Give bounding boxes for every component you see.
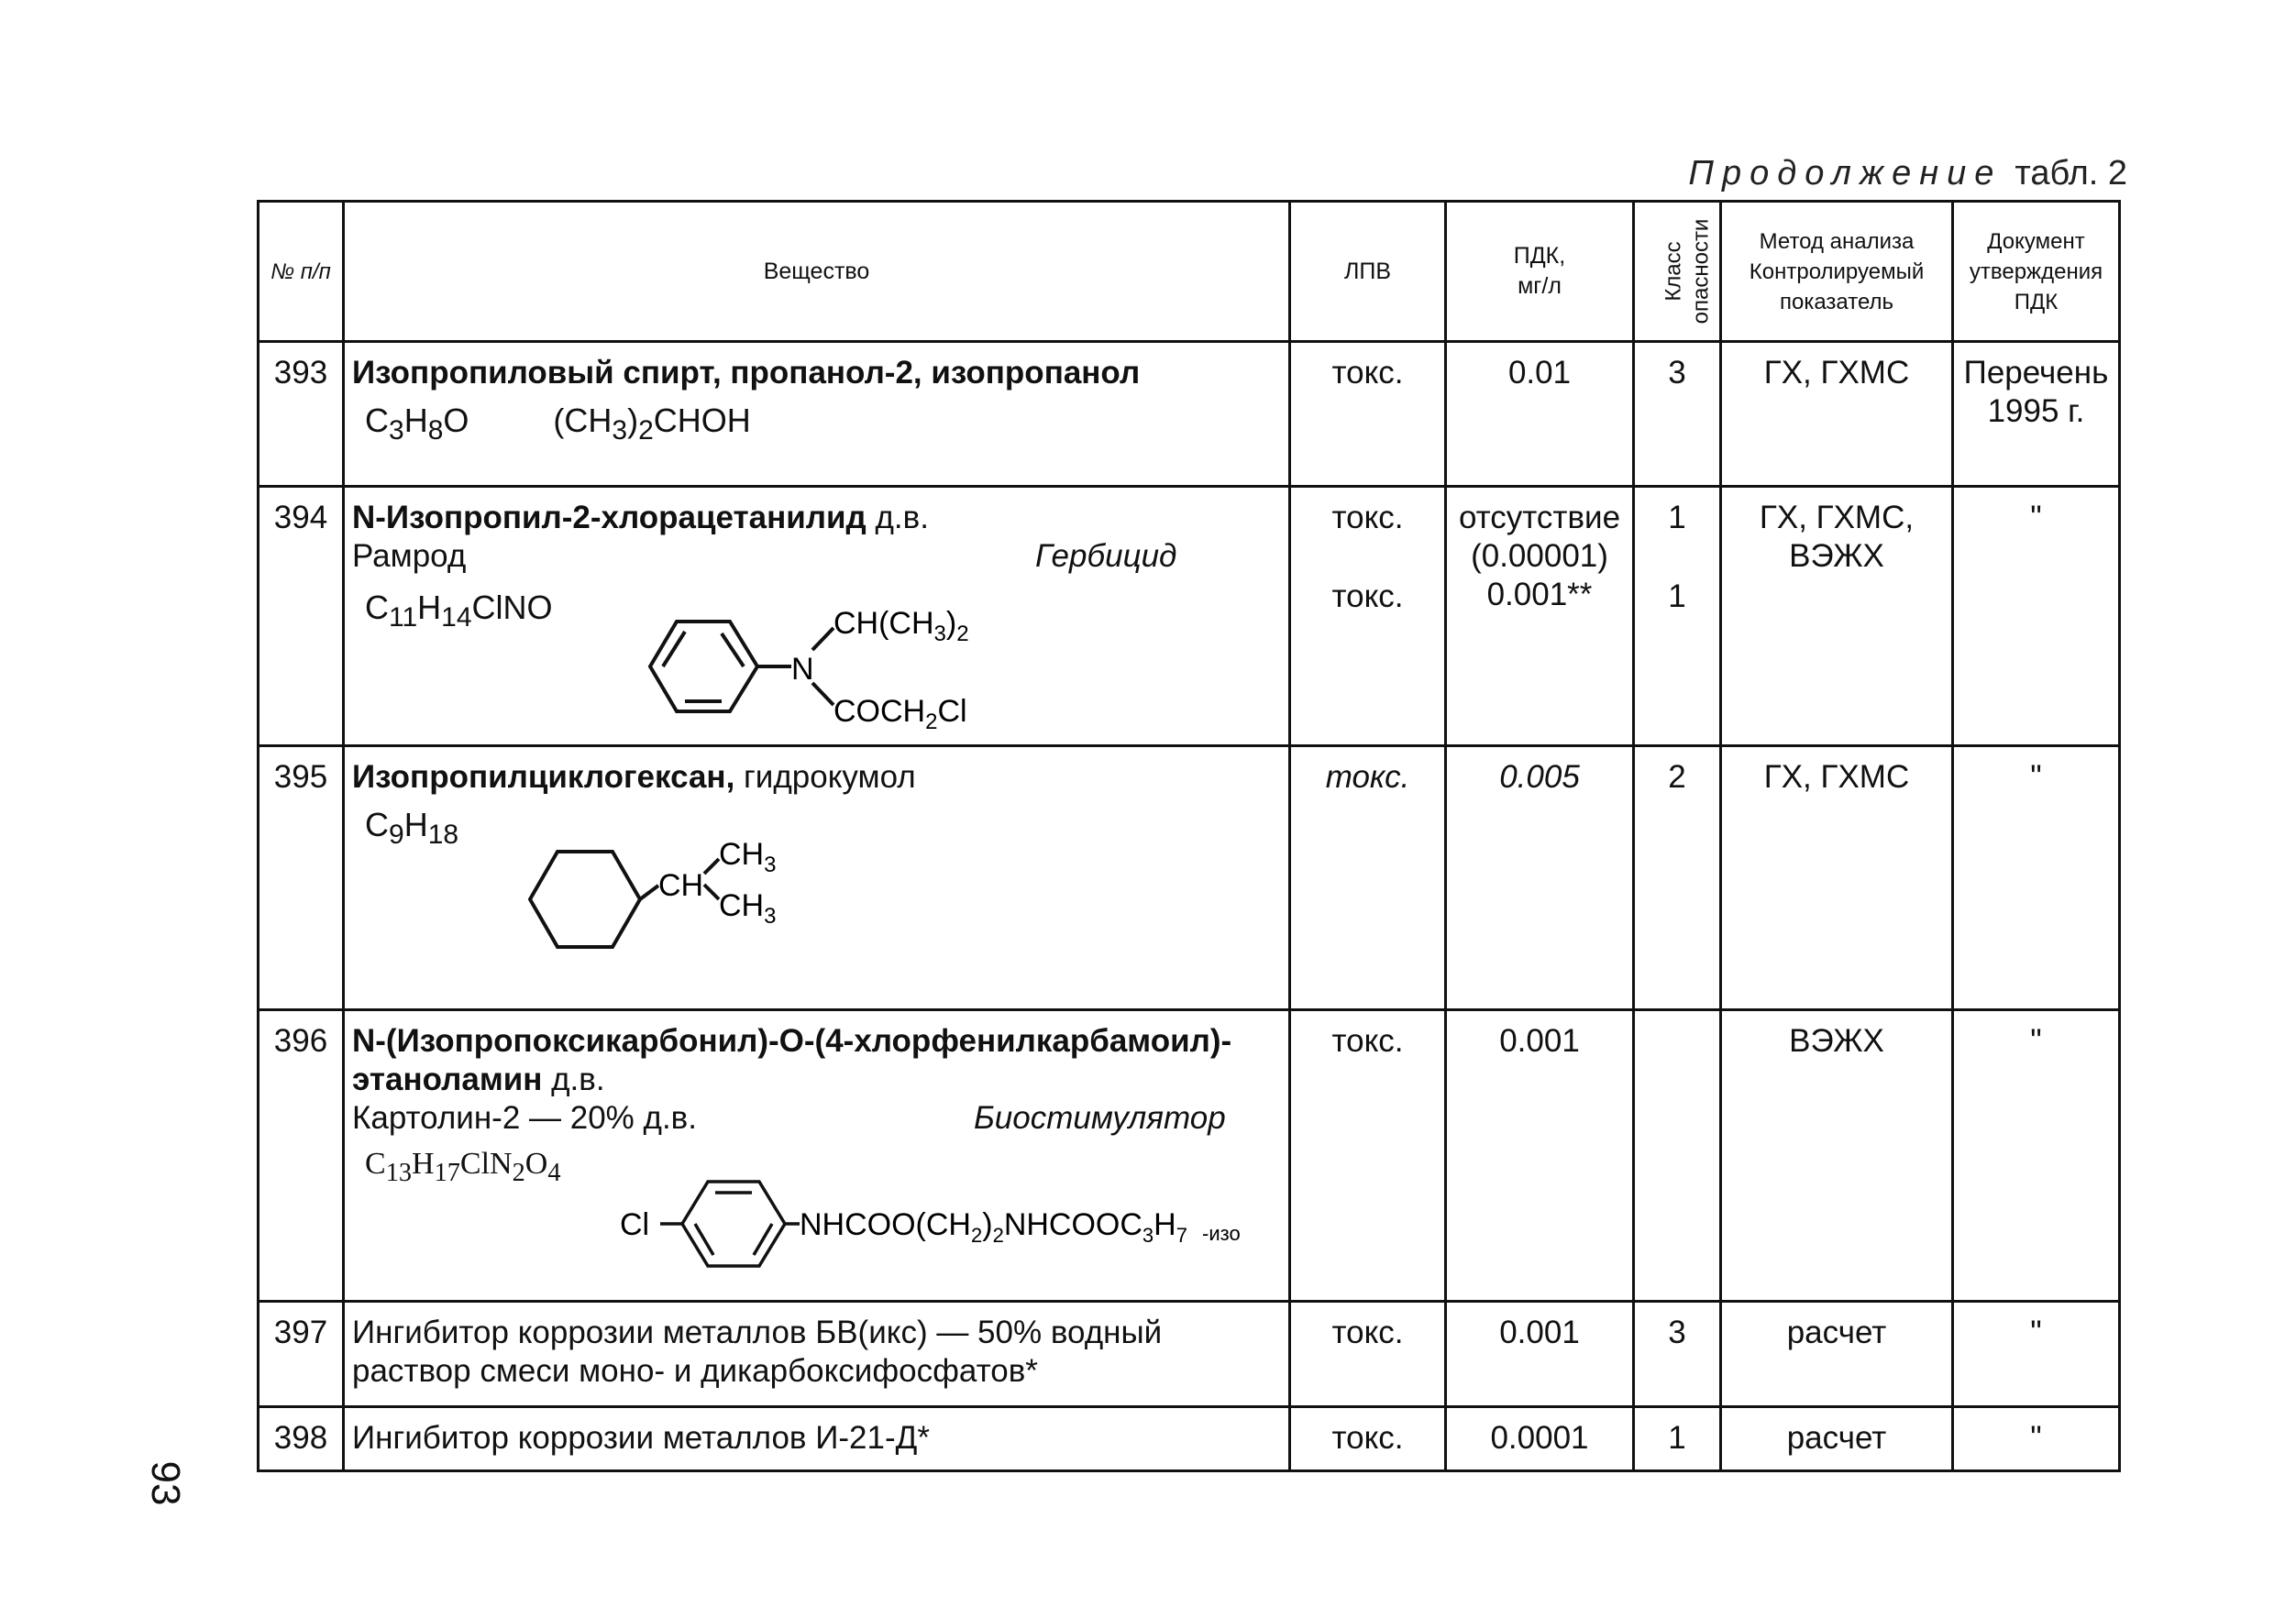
substance-cell bbox=[344, 746, 1290, 1010]
method-cell: ГХ, ГХМС bbox=[1721, 746, 1953, 1010]
substance-name-line2: этаноламин bbox=[352, 1062, 543, 1097]
structure-iso-label: -изо bbox=[1202, 1222, 1241, 1245]
structure-bottom-group: $COCH_2Cl$ bbox=[833, 694, 967, 734]
substance-suffix: д.в. bbox=[542, 1062, 605, 1097]
hazard-cell bbox=[1634, 1010, 1721, 1302]
pdk-cell: 0.001 bbox=[1446, 1302, 1634, 1407]
method-cell: ГХ, ГХМС, ВЭЖХ bbox=[1721, 487, 1953, 746]
structure-diagram bbox=[620, 1167, 1280, 1295]
substance-category: Гербицид bbox=[1035, 538, 1177, 574]
table-row bbox=[259, 1407, 2120, 1471]
substance-name-line2: раствор смеси моно- и дикарбоксифосфатов* bbox=[352, 1353, 1038, 1389]
document-cell: " bbox=[1953, 1010, 2120, 1302]
pdk-cell: 0.0001 bbox=[1446, 1407, 1634, 1471]
substance-cell bbox=[344, 487, 1290, 746]
pdk-cell: 0.001 bbox=[1446, 1010, 1634, 1302]
substances-table bbox=[257, 200, 2121, 1472]
structure-diagram bbox=[528, 800, 822, 993]
pdk-cell: 0.005 bbox=[1446, 746, 1634, 1010]
document-cell: " bbox=[1953, 1407, 2120, 1471]
substance-cell bbox=[344, 1302, 1290, 1407]
method-cell: расчет bbox=[1721, 1407, 1953, 1471]
header-substance: Вещество bbox=[344, 202, 1290, 342]
page-number: 93 bbox=[143, 1460, 188, 1506]
substance-name-line1: Ингибитор коррозии металлов БВ(икс) — 50% водный bbox=[352, 1315, 1163, 1350]
hazard-cell: 3 bbox=[1634, 1302, 1721, 1407]
table-row bbox=[259, 1010, 2120, 1302]
substance-name: Изопропиловый спирт, пропанол-2, изопропанол bbox=[352, 355, 1141, 391]
row-number: 395 bbox=[259, 746, 344, 1010]
header-method: Метод анализа Контролируемый показатель bbox=[1721, 202, 1953, 342]
hazard-cell: 1 bbox=[1634, 1407, 1721, 1471]
substance-name: Изопропилциклогексан, bbox=[352, 759, 735, 795]
lpv-cell: токс. bbox=[1290, 1302, 1446, 1407]
lpv-cell: токс. bbox=[1290, 342, 1446, 487]
structure-cl-label: Cl bbox=[620, 1207, 650, 1242]
substance-formula: $C_{13}H_{17}ClN_2O_4$ bbox=[365, 1147, 561, 1187]
substance-cell bbox=[344, 1010, 1290, 1302]
substance-suffix: гидрокумол bbox=[734, 759, 916, 795]
structure-ch3-top: $CH_3$ bbox=[719, 837, 777, 877]
document-cell: " bbox=[1953, 1302, 2120, 1407]
structure-n-label: N bbox=[791, 652, 814, 687]
header-num: № п/п bbox=[259, 202, 344, 342]
table-row bbox=[259, 342, 2120, 487]
trade-name: Рамрод bbox=[352, 538, 467, 574]
table-continuation-caption bbox=[1632, 154, 2127, 193]
lpv-cell: токс. токс. bbox=[1290, 487, 1446, 746]
substance-cell bbox=[344, 1407, 1290, 1471]
trade-name: Картолин-2 — 20% д.в. bbox=[352, 1100, 697, 1136]
row-number: 393 bbox=[259, 342, 344, 487]
document-cell: Перечень 1995 г. bbox=[1953, 342, 2120, 487]
structure-top-group: $CH(CH_3)_2$ bbox=[833, 606, 969, 646]
lpv-cell: токс. bbox=[1290, 1010, 1446, 1302]
row-number: 398 bbox=[259, 1407, 344, 1471]
substance-suffix: д.в. bbox=[866, 500, 929, 535]
structure-ch-label: CH bbox=[658, 868, 704, 903]
caption-table-ref: табл. 2 bbox=[2015, 154, 2127, 193]
table-row bbox=[259, 1302, 2120, 1407]
substance-formula: $C_{11}H_{14}ClNO$ bbox=[365, 589, 553, 633]
header-hazard-class: Класс опасности bbox=[1634, 202, 1721, 342]
method-cell: расчет bbox=[1721, 1302, 1953, 1407]
header-lpv: ЛПВ bbox=[1290, 202, 1446, 342]
document-cell: " bbox=[1953, 746, 2120, 1010]
method-cell: ГХ, ГХМС bbox=[1721, 342, 1953, 487]
hazard-cell: 3 bbox=[1634, 342, 1721, 487]
pdk-cell: 0.01 bbox=[1446, 342, 1634, 487]
lpv-cell: токс. bbox=[1290, 746, 1446, 1010]
table-row bbox=[259, 487, 2120, 746]
document-cell: " bbox=[1953, 487, 2120, 746]
substance-category: Биостимулятор bbox=[974, 1100, 1226, 1136]
substance-name: N-Изопропил-2-хлорацетанилид bbox=[352, 500, 867, 535]
header-document: Документ утверждения ПДК bbox=[1953, 202, 2120, 342]
row-number: 396 bbox=[259, 1010, 344, 1302]
structure-ch3-bottom: $CH_3$ bbox=[719, 888, 777, 929]
table-row bbox=[259, 746, 2120, 1010]
header-row bbox=[259, 202, 2120, 342]
row-number: 394 bbox=[259, 487, 344, 746]
method-cell: ВЭЖХ bbox=[1721, 1010, 1953, 1302]
substance-name: Ингибитор коррозии металлов И-21-Д* bbox=[352, 1420, 930, 1456]
structure-diagram bbox=[624, 593, 1037, 749]
hazard-cell: 1 1 bbox=[1634, 487, 1721, 746]
substance-name-line1: N-(Изопропоксикарбонил)-O-(4-хлорфенилкарбамоил)- bbox=[352, 1023, 1232, 1059]
structure-chain: $NHCOO(CH_2)_2NHCOOC_3H_7$ bbox=[800, 1207, 1187, 1247]
lpv-cell: токс. bbox=[1290, 1407, 1446, 1471]
row-number: 397 bbox=[259, 1302, 344, 1407]
substance-formula: $C_9H_{18}$ bbox=[365, 806, 459, 851]
header-pdk: ПДК, мг/л bbox=[1446, 202, 1634, 342]
hazard-cell: 2 bbox=[1634, 746, 1721, 1010]
caption-continuation-word: Продолжение bbox=[1688, 154, 2003, 193]
pdk-cell: отсутствие (0.00001) 0.001** bbox=[1446, 487, 1634, 746]
substance-formula: $C_3H_8O$ $(CH_3)_2CHOH$ bbox=[365, 402, 751, 446]
substance-cell bbox=[344, 342, 1290, 487]
